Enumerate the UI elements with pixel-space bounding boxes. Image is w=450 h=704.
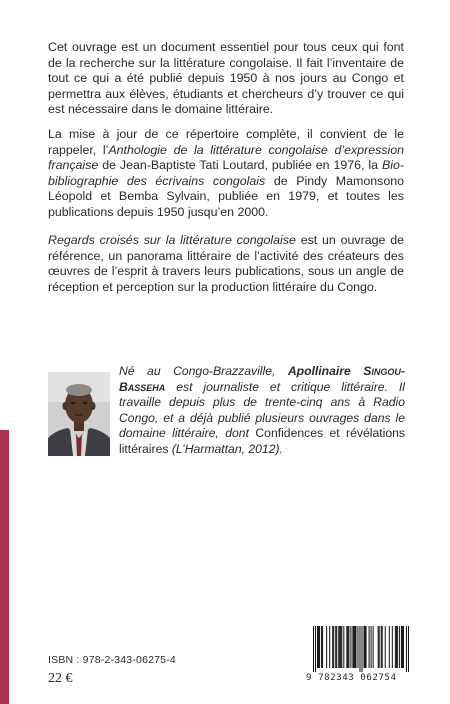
barcode-bar	[354, 626, 355, 668]
barcode-bars-icon	[313, 626, 409, 672]
barcode-bar	[317, 626, 318, 668]
isbn-label: ISBN : 978-2-343-06275-4	[48, 654, 176, 666]
barcode-bar	[379, 626, 380, 668]
barcode-bar	[341, 626, 342, 668]
barcode-bar	[339, 626, 340, 668]
barcode-bar	[362, 626, 363, 672]
barcode-bar	[373, 626, 374, 668]
barcode-bar	[382, 626, 383, 668]
barcode-bar	[399, 626, 400, 668]
barcode-bar	[343, 626, 344, 668]
author-bio	[119, 364, 405, 458]
barcode-bar	[352, 626, 353, 668]
barcode-bar	[326, 626, 327, 668]
bio-text-b: est journaliste et critique littéraire. Il travaille depuis plus de trente-cinq ans à Radio Congo, et a déjà publié plusieurs ouvrages dans le domaine littéraire, dont	[119, 379, 405, 441]
barcode-bar	[321, 626, 322, 668]
barcode-bar	[359, 626, 360, 672]
paragraph-2-text-a: La mise à jour de ce répertoire complète, il convient de le rappeler, l’	[48, 127, 404, 157]
barcode-bar	[315, 626, 316, 672]
barcode-bar	[355, 626, 356, 668]
barcode-bar	[353, 626, 354, 668]
biobibliography-title: Bio-bibliographie des écrivains congolais	[48, 158, 404, 188]
barcode-bar	[357, 626, 358, 668]
barcode-bar	[329, 626, 330, 668]
barcode-bar	[348, 626, 349, 668]
barcode-bar	[332, 626, 333, 668]
paragraph-2-text-b: de Jean-Baptiste Tati Loutard, publiée en 1976, la	[98, 158, 382, 173]
bio-text-c: (L’Harmattan, 2012).	[168, 441, 283, 456]
barcode-bar	[340, 626, 341, 668]
barcode-bar	[402, 626, 403, 668]
barcode-bar	[381, 626, 382, 668]
author-first-name: Apollinaire	[287, 364, 364, 378]
barcode-bar	[350, 626, 351, 668]
author-last-name: Singou-Basseha	[119, 364, 405, 394]
book-title: Regards croisés sur la littérature congolaise	[48, 233, 296, 247]
barcode-bar	[322, 626, 323, 668]
barcode-bar	[336, 626, 337, 668]
barcode-digits: 9 782343 062754	[306, 672, 397, 683]
barcode-bar	[313, 626, 314, 672]
barcode-bar	[346, 626, 347, 668]
spine-accent-bar	[0, 430, 9, 704]
price-label: 22 €	[48, 671, 73, 686]
description-paragraph-2	[48, 127, 404, 221]
barcode-bar	[385, 626, 386, 668]
barcode-bar	[318, 626, 319, 668]
barcode-bar	[378, 626, 379, 668]
barcode-bar	[364, 626, 365, 668]
barcode-bar	[389, 626, 390, 668]
barcode-bar	[403, 626, 404, 668]
barcode-bar	[333, 626, 334, 668]
barcode-bar	[392, 626, 393, 668]
barcode-bar	[319, 626, 320, 668]
bio-text-a: Né au Congo-Brazzaville,	[119, 364, 288, 378]
barcode-bar	[397, 626, 398, 668]
barcode-bar	[371, 626, 372, 668]
paragraph-3-text: est un ouvrage de référence, un panorama littéraire de l’activité des créateurs des œuvres de l’esprit à travers leurs publications, sous un angle de réception et perception sur la production littéraire du Congo.	[48, 233, 405, 294]
barcode-bar	[401, 626, 402, 668]
barcode-bar	[408, 626, 409, 672]
barcode-bar	[369, 626, 370, 668]
bio-book-title: Confidences et révélations littéraires	[119, 426, 405, 456]
description-paragraph-1	[48, 40, 404, 118]
author-portrait-illustration	[48, 372, 110, 456]
barcode-bar	[406, 626, 407, 672]
barcode-bar	[396, 626, 397, 668]
description-paragraph-3	[48, 233, 404, 295]
paragraph-1-text: Cet ouvrage est un document essentiel pour tous ceux qui font de la recherche sur la littérature congolaise. Il fait l’inventaire de tout ce qui a été publié depuis 1950 à nos jours au Congo et permettra aux élèves, étudiants et chercheurs d’y trouver ce qui est nécessaire dans le domaine littéraire.	[48, 40, 404, 117]
barcode-bar	[395, 626, 396, 668]
barcode	[306, 626, 411, 684]
barcode-bar	[338, 626, 339, 668]
author-photo	[48, 372, 110, 456]
barcode-bar	[366, 626, 367, 668]
anthology-title: Anthologie de la littérature congolaise d’expression française	[48, 142, 405, 173]
paragraph-2-text-c: de Pindy Mamonsono Léopold et Bemba Sylvain, publiée en 1979, et toutes les publications depuis 1950 jusqu’en 2000.	[48, 173, 404, 219]
barcode-bar	[335, 626, 336, 668]
barcode-bar	[347, 626, 348, 668]
barcode-bar	[365, 626, 366, 668]
